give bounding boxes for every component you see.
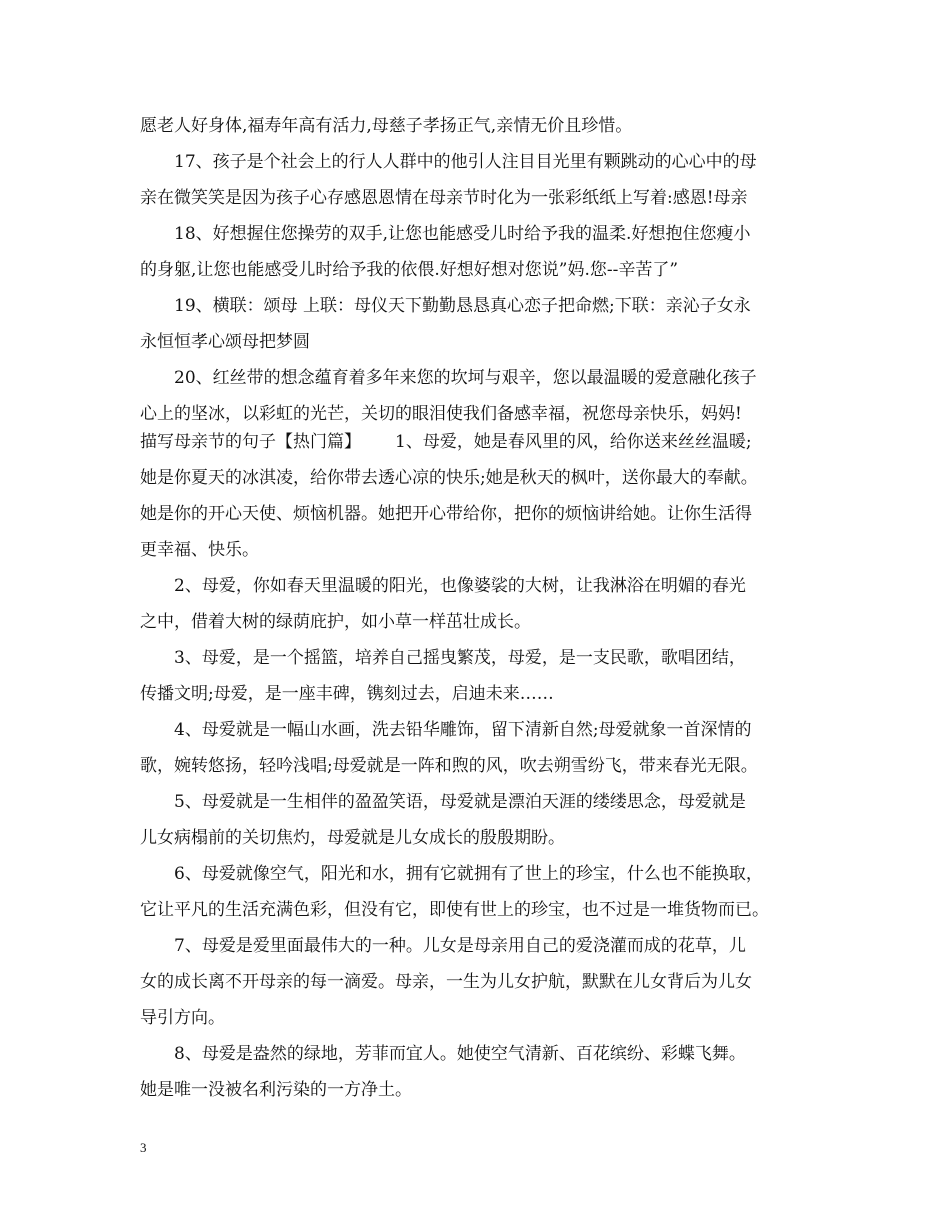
text-line: 3、母爱，是一个摇篮，培养自己摇曳繁茂，母爱，是一支民歌，歌唱团结， (174, 648, 746, 668)
page-number: 3 (140, 1140, 147, 1155)
text-line: 永恒恒孝心颂母把梦圆 (140, 332, 310, 352)
section-heading: 描写母亲节的句子【热门篇】 (140, 432, 361, 452)
text-line: 20、红丝带的想念蕴育着多年来您的坎坷与艰辛，您以最温暖的爱意融化孩子 (174, 368, 757, 388)
text-line: 歌，婉转悠扬，轻吟浅唱;母爱就是一阵和煦的风，吹去朔雪纷飞，带来春光无限。 (140, 756, 758, 776)
text-line: 愿老人好身体,福寿年高有活力,母慈子孝扬正气,亲情无价且珍惜。 (140, 116, 633, 136)
text-line: 19、横联：颂母 上联：母仪天下勤勤恳恳真心恋子把命燃;下联：亲沁子女永 (174, 296, 751, 316)
text-line: 亲在微笑笑是因为孩子心存感恩恩情在母亲节时化为一张彩纸纸上写着:感恩!母亲 (140, 188, 748, 208)
section-heading-line (140, 432, 830, 452)
text-line: 8、母爱是盎然的绿地，芳菲而宜人。她使空气清新、百花缤纷、彩蝶飞舞。 (174, 1044, 746, 1064)
text-line: 它让平凡的生活充满色彩，但没有它，即使有世上的珍宝，也不过是一堆货物而已。 (140, 900, 769, 920)
text-line: 儿女病榻前的关切焦灼，母爱就是儿女成长的殷殷期盼。 (140, 828, 565, 848)
text-line: 1、母爱，她是春风里的风，给你送来丝丝温暖; (395, 432, 752, 452)
text-line: 她是唯一没被名利污染的一方净土。 (140, 1080, 412, 1100)
text-line: 5、母爱就是一生相伴的盈盈笑语，母爱就是漂泊天涯的缕缕思念，母爱就是 (174, 792, 746, 812)
text-line: 的身躯,让您也能感受儿时给予我的依偎.好想好想对您说”妈.您--辛苦了” (140, 260, 679, 280)
text-line: 6、母爱就像空气，阳光和水，拥有它就拥有了世上的珍宝，什么也不能换取， (174, 864, 763, 884)
document-body (140, 116, 830, 1116)
text-line: 导引方向。 (140, 1008, 225, 1028)
text-line: 4、母爱就是一幅山水画，洗去铅华雕饰，留下清新自然;母爱就象一首深情的 (174, 720, 752, 740)
text-line: 之中，借着大树的绿荫庇护，如小草一样茁壮成长。 (140, 612, 531, 632)
text-line: 更幸福、快乐。 (140, 540, 259, 560)
text-line: 17、孩子是个社会上的行人人群中的他引人注目目光里有颗跳动的心心中的母 (174, 152, 757, 172)
text-line: 传播文明;母爱，是一座丰碑，镌刻过去，启迪未来…… (140, 684, 554, 704)
text-line: 18、好想握住您操劳的双手,让您也能感受儿时给予我的温柔.好想抱住您瘦小 (174, 224, 751, 244)
text-line: 2、母爱，你如春天里温暖的阳光，也像婆裟的大树，让我淋浴在明媚的春光 (174, 576, 746, 596)
text-line: 她是你夏天的冰淇凌，给你带去透心凉的快乐;她是秋天的枫叶，送你最大的奉献。 (140, 468, 758, 488)
text-line: 7、母爱是爱里面最伟大的一种。儿女是母亲用自己的爱浇灌而成的花草，儿 (174, 936, 746, 956)
text-line: 心上的坚冰，以彩虹的光芒，关切的眼泪使我们备感幸福，祝您母亲快乐，妈妈! (140, 404, 742, 424)
text-line: 她是你的开心天使、烦恼机器。她把开心带给你，把你的烦恼讲给她。让你生活得 (140, 504, 752, 524)
text-line: 女的成长离不开母亲的每一滴爱。母亲，一生为儿女护航，默默在儿女背后为儿女 (140, 972, 752, 992)
